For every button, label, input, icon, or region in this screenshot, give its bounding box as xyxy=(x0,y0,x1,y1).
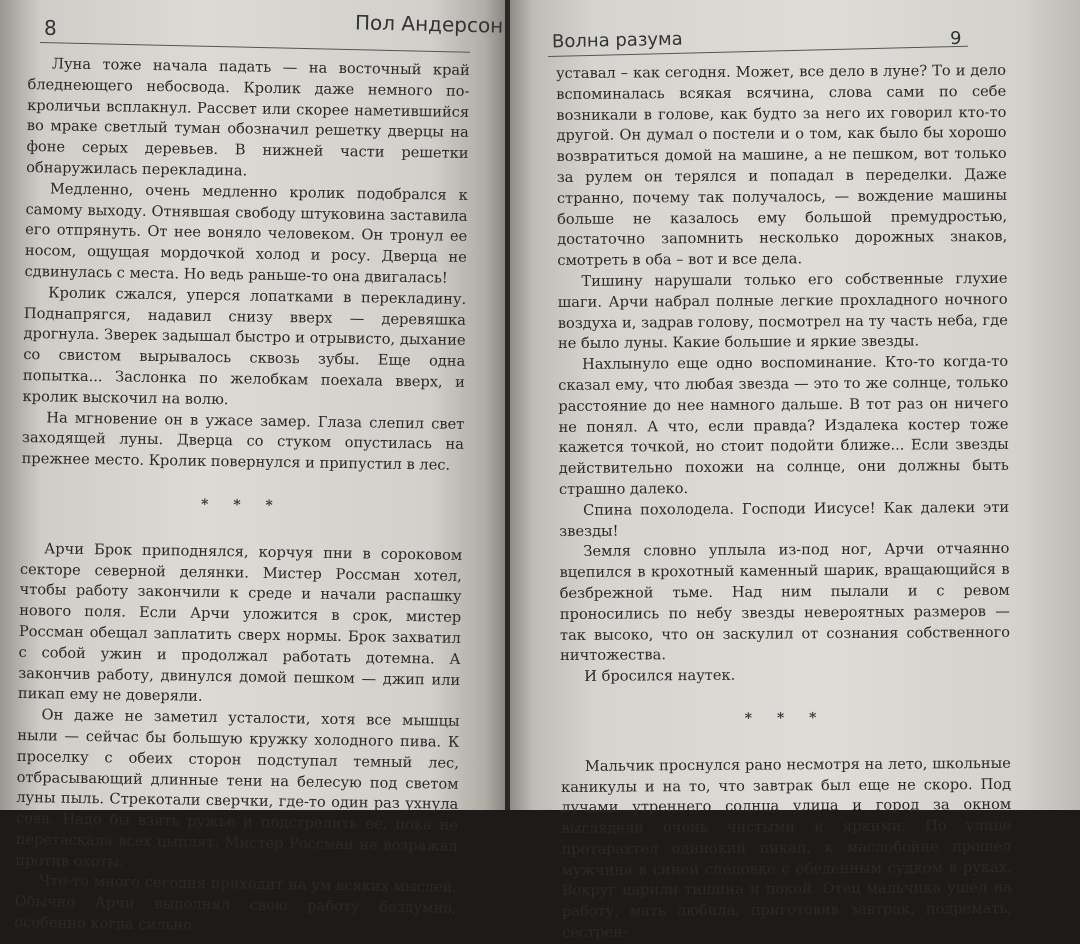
paragraph: Тишину нарушали только его собственные глухие шаги. Арчи набрал полные легкие прохладного ночного воздуха и, задрав голову, посмотрел на ту часть неба, где не было луны. Какие большие и яркие звезды. xyxy=(557,269,1008,353)
paragraph: Земля словно уплыла из-под ног, Арчи отчаянно вцепился в крохотный каменный шарик, вращающийся в безбрежной тьме. Над ним пылали и с ревом проносились по небу звезды невероятных размеров — так высоко, что он заскулил от сознания собственного ничтожества. xyxy=(559,540,1011,665)
right-paragraphs-b xyxy=(561,754,1012,944)
left-paragraphs-b xyxy=(14,539,462,941)
paragraph: Медленно, очень медленно кролик подобрался к самому выходу. Отнявшая свободу штуковина заставила его отпрянуть. От нее воняло человеком. Он тронул ее носом, ощущая мордочкой холод и росу. Дверца не сдвинулась с места. Но ведь раньше-то она двигалась! xyxy=(24,180,468,287)
right-page xyxy=(510,0,1080,942)
paragraph: уставал – как сегодня. Может, все дело в луне? То и дело вспоминалась всякая всячина, слова сами по себе возникали в голове, как будто за него их говорил кто-то другой. Он думал о постели и о том, как было бы хорошо возвратиться домой на машине, а не пешком, вот только за рулем он терялся и попадал в переделки. Даже странно, почему так получалось, — вождение машины больше не казалось ему большой премудростью, достаточно запомнить несколько дорожных знаков, смотреть в оба – вот и все дела. xyxy=(556,61,1008,270)
right-paragraphs-a xyxy=(556,61,1010,688)
left-running-head: Пол Андерсон xyxy=(354,10,504,38)
section-separator: * * * xyxy=(200,496,283,514)
paragraph: На мгновение он в ужасе замер. Глаза слепил свет заходящей луны. Дверца со стуком опустилась на прежнее место. Кролик повернулся и припустил в лес. xyxy=(21,408,465,474)
paragraph: Арчи Брок приподнялся, корчуя пни в сороковом секторе северной делянки. Мистер Россман хотел, чтобы работу закончили к среде и начали распашку нового поля. Если Арчи уложится в срок, мистер Россман обещал заплатить сверх нормы. Брок захватил с собой ужин и продолжал работать дотемна. А закончив работу, двинулся домой пешком — джип или пикап ему не доверяли. xyxy=(17,540,463,706)
right-page-number: 9 xyxy=(950,28,962,49)
paragraph: И бросился наутек. xyxy=(584,666,736,685)
paragraph: Луна тоже начала падать — на восточный край бледнеющего небосвода. Кролик даже немного по-кроличьи всплакнул. Рассвет или скорее наметившийся во мраке светлый туман обозначил решетку дверцы на фоне серых деревьев. В нижней части решетки обнаружилась перекладина. xyxy=(26,55,470,180)
right-running-head: Волна разума xyxy=(551,28,683,53)
left-page xyxy=(0,0,505,934)
left-page-body xyxy=(14,54,470,941)
paragraph: Кролик сжался, уперся лопатками в перекладину. Поднапрягся, надавил снизу вверх — деревяшка дрогнула. Зверек задышал быстро и отрывисто, дыхание со свистом вырывалось сквозь зубы. Еще одна попытка... Заслонка по желобкам поехала вверх, и кролик выскочил на волю. xyxy=(22,284,467,408)
left-paragraphs-a xyxy=(21,54,469,477)
paragraph: Нахлынуло еще одно воспоминание. Кто-то когда-то сказал ему, что любая звезда — это то же солнце, только расстояние до нее намного дальше. В тот раз он ничего не понял. А что, если правда? Издалека костер тоже кажется точкой, но стоит подойти ближе... Если звезды действительно похожи на солнце, они должны быть страшно далеко. xyxy=(558,353,1009,498)
paragraph: Спина похолодела. Господи Иисусе! Как далеки эти звезды! xyxy=(559,498,1010,540)
paragraph: Он даже не заметил усталости, хотя все мышцы ныли — сейчас бы большую кружку холодного пива. К проселку с обеих сторон подступал темный лес, отбрасывающий длинные тени на белесую под светом луны пыль. Стрекотали сверчки, где-то один раз ухнула сова. Надо бы взять ружье и подстрелить ее, пока не перетаскала всех цыплят. Мистер Россман не возражал против охоты. xyxy=(15,706,460,871)
right-page-body xyxy=(556,61,1012,944)
left-header-rule xyxy=(40,42,470,53)
left-page-number: 8 xyxy=(44,16,57,40)
paragraph: Что-то много сегодня приходит на ум всяких мыслей. Обычно Арчи выполнял свою работу бездумно, особенно когда сильно xyxy=(14,872,458,934)
paragraph: Мальчик проснулся рано несмотря на лето, школьные каникулы и на то, что завтрак был еще не скоро. Под лучами утреннего солнца улица и город за окном выглядели очень чистыми и яркими. По улице протарахтел одинокий пикап, к маслобойне прошел мужчина в синей спецовке с обеденным судком в руках. Вокруг царили тишина и покой. Отец мальчика ушел на работу, мать любила, приготовив завтрак, подремать, сестрен- xyxy=(560,754,1012,942)
section-separator: * * * xyxy=(744,710,827,727)
